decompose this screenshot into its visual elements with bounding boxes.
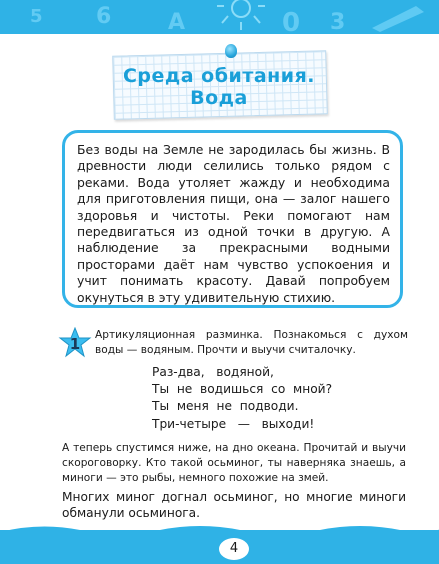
tongue-twister: Многих миног догнал осьминог, но многие миноги обманули осьминога. xyxy=(62,490,406,521)
sun-doodle-icon xyxy=(216,0,266,32)
counting-rhyme xyxy=(152,364,402,433)
rhyme-line: Три-четыре — выходи! xyxy=(152,416,315,431)
intro-text: Без воды на Земле не зародилась бы жизнь. В древности люди селились только рядом с реками. Вода утоляет жажду и необходима для приготовления пищи, она — залог нашего здоровья и чистоты. Реки помогают нам передвигаться из одной точки в другую. А наблюдение за прекрасными водными просторами даёт нам чувство успокоения и учит понимать красоту. Давай попробуем окунуться в эту удивительную стихию. xyxy=(77,142,390,305)
intro-box xyxy=(62,130,403,308)
header-band xyxy=(0,0,439,34)
push-pin-icon xyxy=(225,44,237,58)
decor-digit: 5 xyxy=(30,6,43,27)
rhyme-line: Ты меня не подводи. xyxy=(152,399,299,414)
title-line-1: Среда обитания. xyxy=(122,65,316,87)
task-instruction: Артикуляционная разминка. Познакомься с духом воды — водяным. Прочти и выучи считалочку. xyxy=(95,329,408,356)
pencil-doodle-icon xyxy=(370,2,430,32)
ocean-instruction: А теперь спустимся ниже, на дно океана. Прочитай и выучи скороговорку. Кто такой осьминог, ты наверняка знаешь, а миноги — это рыбы, немного похожие на змей. xyxy=(62,442,406,484)
decor-digit: 0 xyxy=(282,8,301,34)
decor-digit: 6 xyxy=(96,4,112,29)
rhyme-line: Ты не водишься со мной? xyxy=(152,382,333,397)
page-number: 4 xyxy=(217,536,251,562)
page-title xyxy=(113,65,325,109)
decor-letter: A xyxy=(168,10,186,34)
rhyme-line: Раз-два, водяной, xyxy=(152,365,274,379)
task-number: 1 xyxy=(69,335,81,353)
title-line-2: Вода xyxy=(190,87,248,109)
decor-digit: 3 xyxy=(330,10,346,34)
